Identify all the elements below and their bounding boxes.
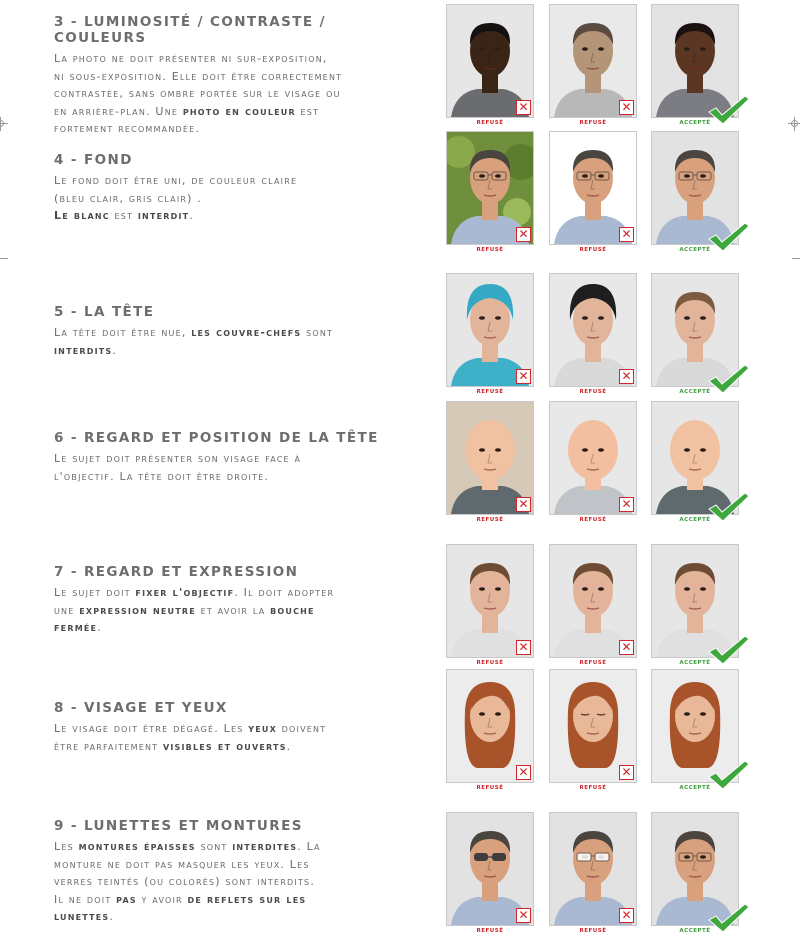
photo-caption: REFUSÉ	[476, 660, 504, 666]
refused-x-icon: ✕	[516, 765, 531, 780]
description-text: .	[286, 739, 292, 753]
description-text: sont	[195, 840, 233, 853]
accepted-marker	[651, 273, 739, 387]
photo-caption: REFUSÉ	[579, 785, 607, 791]
emphasized-text: interdites	[232, 840, 298, 853]
crop-tick-left	[0, 258, 8, 259]
emphasized-text: bouche	[270, 603, 315, 617]
photo-caption: REFUSÉ	[476, 389, 504, 395]
description-text: . Il doit adopter	[234, 586, 335, 599]
photo-caption: REFUSÉ	[579, 247, 607, 253]
photo-example-refused	[446, 4, 534, 118]
description-text: l'objectif. La tête doit être droite.	[54, 469, 270, 483]
description-text: est	[295, 104, 320, 118]
rule-description	[54, 324, 424, 359]
description-text: Le visage doit être dégagé. Les	[54, 722, 249, 735]
rule-text-block	[54, 818, 424, 926]
description-text: Il ne doit	[54, 892, 117, 906]
photo-example-refused	[549, 273, 637, 387]
description-text: Les	[54, 840, 79, 853]
description-text: y avoir	[136, 892, 188, 906]
refused-x-icon: ✕	[516, 908, 531, 923]
description-text: ni sous-exposition. Elle doit être correctement	[54, 69, 343, 83]
description-text: .	[109, 910, 115, 923]
photo-example-refused	[446, 669, 534, 783]
photo-caption: ACCEPTÉ	[679, 247, 711, 253]
photo-example-refused	[549, 401, 637, 515]
refused-x-icon: ✕	[619, 369, 634, 384]
photo-caption: REFUSÉ	[476, 120, 504, 126]
rule-heading: 5 - LA TÊTE	[54, 304, 155, 320]
emphasized-text: Le blanc	[54, 209, 110, 222]
rule-description	[54, 584, 424, 637]
emphasized-text: pas	[116, 892, 137, 906]
refused-x-icon: ✕	[619, 100, 634, 115]
photo-caption: ACCEPTÉ	[679, 785, 711, 791]
accepted-marker	[651, 401, 739, 515]
photo-example-refused	[549, 131, 637, 245]
description-text: fortement recommandée.	[54, 122, 201, 135]
emphasized-text: montures épaisses	[78, 840, 196, 853]
description-text: La tête doit être nue,	[54, 326, 192, 339]
refused-x-icon: ✕	[619, 908, 634, 923]
rule-heading: 8 - VISAGE ET YEUX	[54, 700, 228, 716]
photo-example-refused	[549, 4, 637, 118]
refused-x-icon: ✕	[619, 640, 634, 655]
description-text: . La	[297, 840, 321, 853]
emphasized-text: interdit	[137, 209, 190, 222]
photo-caption: REFUSÉ	[476, 785, 504, 791]
photo-caption: REFUSÉ	[579, 517, 607, 523]
photo-caption: ACCEPTÉ	[679, 120, 711, 126]
photo-caption: REFUSÉ	[579, 660, 607, 666]
description-text: La photo ne doit présenter ni sur-exposition,	[54, 52, 328, 65]
rule-heading: 7 - REGARD ET EXPRESSION	[54, 564, 299, 580]
rule-heading: 4 - FOND	[54, 152, 133, 168]
emphasized-text: yeux	[248, 722, 277, 735]
refused-x-icon: ✕	[619, 497, 634, 512]
description-text: est	[109, 209, 138, 222]
crop-tick-right	[792, 258, 800, 259]
description-text: en arrière-plan. Une	[54, 104, 183, 118]
rule-heading: 9 - LUNETTES ET MONTURES	[54, 818, 303, 834]
photo-caption: ACCEPTÉ	[679, 928, 711, 934]
rule-description	[54, 450, 424, 485]
accepted-marker	[651, 4, 739, 118]
description-text: Le sujet doit	[54, 586, 136, 599]
photo-caption: ACCEPTÉ	[679, 660, 711, 666]
description-text: doivent	[276, 722, 327, 735]
rule-description	[54, 720, 424, 755]
photo-example-refused	[446, 401, 534, 515]
emphasized-text: les couvre-chefs	[191, 326, 302, 339]
photo-example-refused	[446, 131, 534, 245]
emphasized-text: de reflets sur les	[187, 892, 307, 906]
accepted-marker	[651, 812, 739, 926]
accepted-marker	[651, 131, 739, 245]
emphasized-text: lunettes	[54, 910, 110, 923]
emphasized-text: visibles et ouverts	[162, 739, 287, 753]
photo-example-refused	[446, 544, 534, 658]
photo-example-refused	[446, 812, 534, 926]
description-text: .	[189, 209, 195, 222]
description-text: sont	[301, 326, 334, 339]
accepted-marker	[651, 544, 739, 658]
photo-caption: ACCEPTÉ	[679, 389, 711, 395]
registration-mark-right	[788, 117, 800, 131]
registration-mark-left	[0, 117, 8, 131]
emphasized-text: fixer l'objectif	[135, 586, 235, 599]
refused-x-icon: ✕	[516, 100, 531, 115]
accepted-marker	[651, 669, 739, 783]
description-text: .	[112, 343, 118, 357]
rule-text-block	[54, 430, 424, 485]
photo-example-refused	[549, 812, 637, 926]
emphasized-text: interdits	[54, 343, 113, 357]
description-text: et avoir la	[195, 603, 271, 617]
description-text: être parfaitement	[54, 739, 163, 753]
rule-text-block	[54, 700, 424, 755]
description-text: verres teintés (ou colorés) sont interdits.	[54, 875, 316, 888]
description-text: (bleu clair, gris clair) .	[54, 191, 203, 205]
emphasized-text: fermée	[54, 621, 98, 634]
description-text: une	[54, 603, 80, 617]
photo-example-refused	[446, 273, 534, 387]
rule-text-block	[54, 564, 424, 637]
rule-text-block	[54, 304, 424, 359]
refused-x-icon: ✕	[619, 227, 634, 242]
rule-text-block	[54, 152, 424, 225]
description-text: contrastée, sans ombre portée sur le visage ou	[54, 87, 341, 100]
photo-example-refused	[549, 669, 637, 783]
description-text: monture ne doit pas masquer les yeux. Les	[54, 857, 310, 871]
photo-caption: REFUSÉ	[579, 928, 607, 934]
photo-example-refused	[549, 544, 637, 658]
photo-caption: REFUSÉ	[476, 247, 504, 253]
photo-caption: REFUSÉ	[579, 389, 607, 395]
rule-description	[54, 50, 424, 138]
refused-x-icon: ✕	[516, 369, 531, 384]
rule-text-block	[54, 14, 424, 138]
photo-caption: REFUSÉ	[579, 120, 607, 126]
emphasized-text: expression neutre	[79, 603, 196, 617]
description-text: .	[97, 621, 102, 634]
refused-x-icon: ✕	[516, 227, 531, 242]
rule-heading: 6 - REGARD ET POSITION DE LA TÊTE	[54, 430, 379, 446]
emphasized-text: photo en couleur	[182, 104, 296, 118]
photo-caption: REFUSÉ	[476, 517, 504, 523]
rule-description	[54, 838, 424, 926]
photo-caption: ACCEPTÉ	[679, 517, 711, 523]
rule-heading: 3 - LUMINOSITÉ / CONTRASTE / COULEURS	[54, 14, 326, 46]
refused-x-icon: ✕	[619, 765, 634, 780]
description-text: Le sujet doit présenter son visage face à	[54, 452, 302, 465]
photo-caption: REFUSÉ	[476, 928, 504, 934]
refused-x-icon: ✕	[516, 497, 531, 512]
rule-description	[54, 172, 424, 225]
description-text: Le fond doit être uni, de couleur claire	[54, 174, 298, 187]
refused-x-icon: ✕	[516, 640, 531, 655]
